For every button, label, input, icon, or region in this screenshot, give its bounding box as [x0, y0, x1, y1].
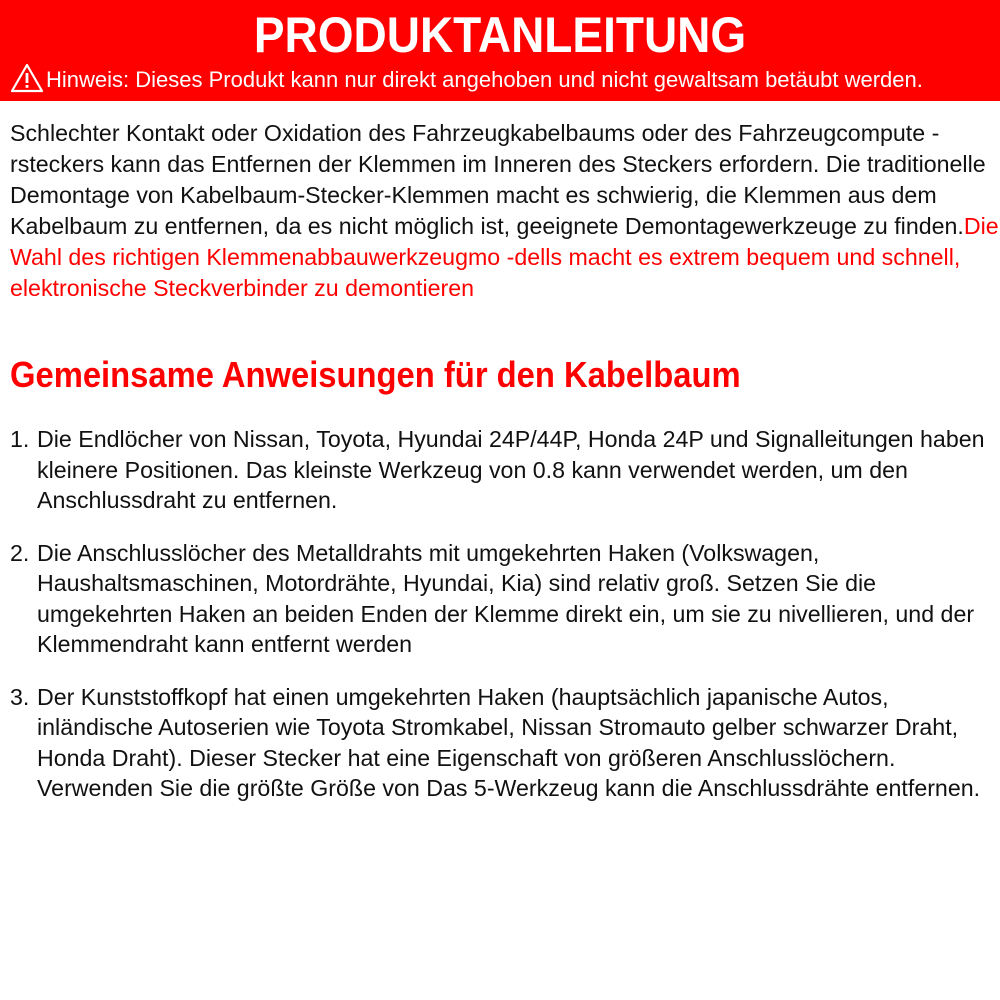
intro-paragraph — [10, 118, 1000, 304]
step-number: 3. — [10, 683, 30, 710]
step-number: 1. — [10, 426, 30, 452]
warning-notice — [10, 62, 1000, 98]
warning-triangle-icon — [10, 63, 44, 93]
intro-text: Schlechter Kontakt oder Oxidation des Fahrzeugkabelbaums oder des Fahrzeugcompute -rsteckers kann das Entfernen der Klemmen im Inneren des Steckers erfordern. Die traditionelle Demontage von Kabelbaum-Stecker-Klemmen macht es schwierig, die Klemmen aus dem Kabelbaum zu entfernen, da es nicht möglich ist, geeignete Demontagewerkzeuge zu finden. — [10, 120, 993, 239]
step-number: 2. — [10, 539, 30, 566]
instruction-list — [10, 424, 1000, 826]
step-text: Der Kunststoffkopf hat einen umgekehrten Haken (hauptsächlich japanische Autos, inländische Autoserien wie Toyota Stromkabel, Nissan Stromauto gelber schwarzer Draht, Honda Draht). Dieser Stecker hat eine Eigenschaft von größeren Anschlusslöchern. Verwenden Sie die größte Größe von Das 5-Werkzeug kann die Anschlussdrähte entfernen. — [37, 683, 981, 801]
section-heading: Gemeinsame Anweisungen für den Kabelbaum — [10, 354, 741, 395]
step-text: Die Anschlusslöcher des Metalldrahts mit umgekehrten Haken (Volkswagen, Haushaltsmaschinen, Motordrähte, Hyundai, Kia) sind relativ groß. Setzen Sie die umgekehrten Haken an beiden Enden der Klemme direkt ein, um sie zu nivellieren, und der Klemmendraht kann entfernt werden — [37, 539, 975, 657]
step-text: Die Endlöcher von Nissan, Toyota, Hyundai 24P/44P, Honda 24P und Signalleitungen haben kleinere Positionen. Das kleinste Werkzeug von 0.8 kann verwendet werden, um den Anschlussdraht zu entfernen. — [37, 426, 985, 513]
intro-highlight-text: Die Wahl des richtigen Klemmenabbauwerkzeugmo -dells macht es extrem bequem und schnell, elektronische Steckverbinder zu demontieren — [10, 213, 999, 301]
title-banner — [0, 0, 1000, 101]
warning-notice-text: Hinweis: Dieses Produkt kann nur direkt angehoben und nicht gewaltsam betäubt werden. — [46, 67, 923, 92]
page-title: PRODUKTANLEITUNG — [253, 7, 747, 63]
list-item — [10, 682, 1000, 804]
list-item — [10, 424, 1000, 516]
list-item — [10, 538, 1000, 660]
